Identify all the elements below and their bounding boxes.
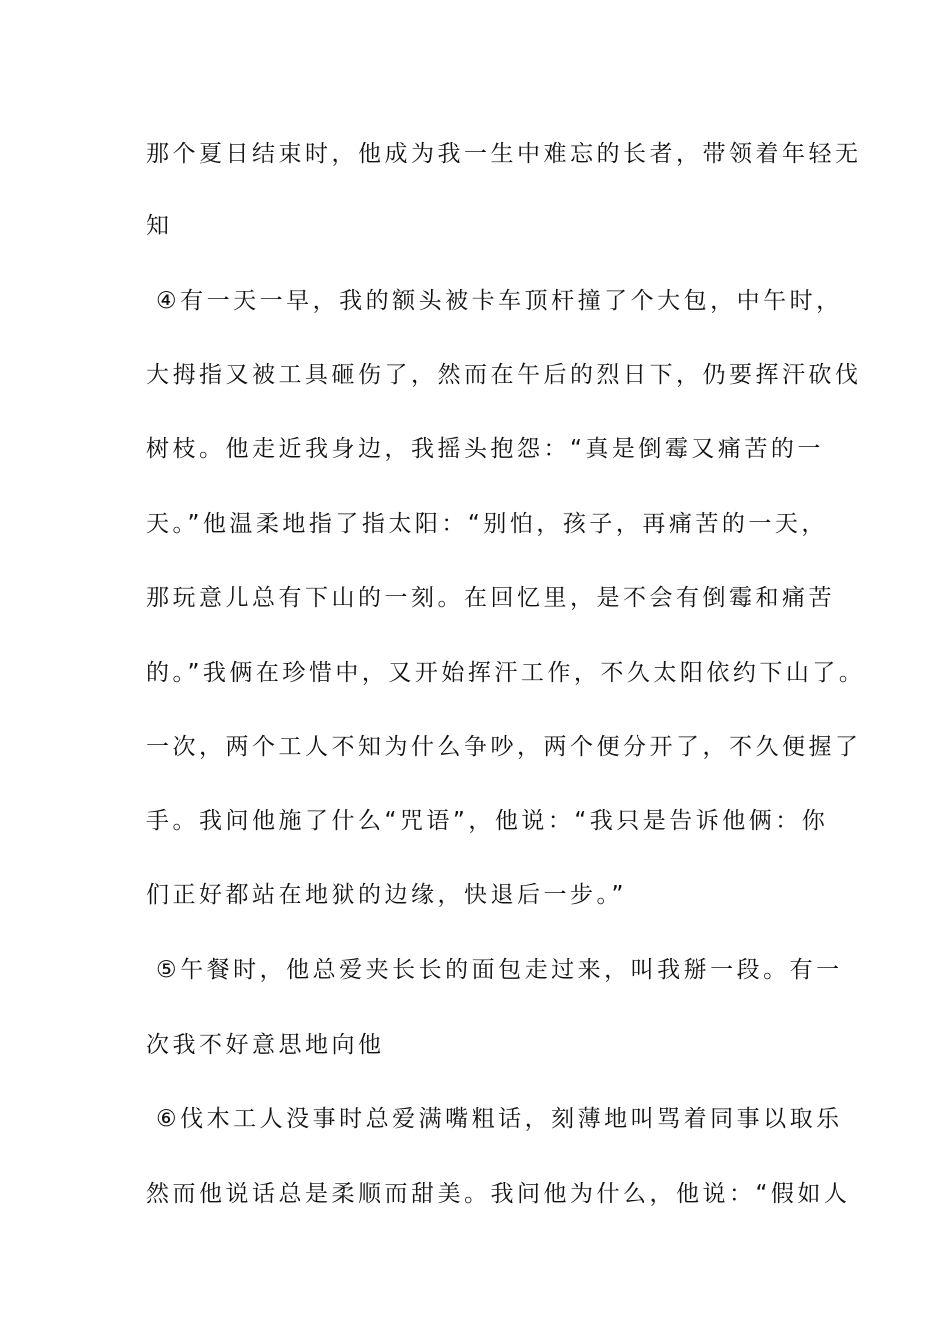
paragraph-line: 然而他说话总是柔顺而甜美。我问他为什么，他说：“假如人 [146,1181,851,1207]
paragraph-line: 们正好都站在地狱的边缘，快退后一步。” [146,882,627,908]
paragraph-line: 的。”我俩在珍惜中，又开始挥汗工作，不久太阳依约下山了。 [146,660,866,686]
paragraph-line: 那玩意儿总有下山的一刻。在回忆里，是不会有倒霉和痛苦 [146,585,835,611]
paragraph-line: 一次，两个工人不知为什么争吵，两个便分开了，不久便握了 [146,734,862,760]
paragraph-line: 次我不好意思地向他 [146,1032,385,1058]
paragraph-line: 天。”他温柔地指了指太阳：“别怕，孩子，再痛苦的一天， [146,511,828,537]
paragraph-line: 那个夏日结束时，他成为我一生中难忘的长者，带领着年轻无 [146,141,862,167]
paragraph-line: 知 [146,213,173,239]
paragraph-line: 手。我问他施了什么“咒语”，他说：“我只是告诉他俩：你 [146,808,829,834]
paragraph-line: ④有一天一早，我的额头被卡车顶杆撞了个大包，中午时， [156,288,843,314]
paragraph-line: 大拇指又被工具砸伤了，然而在午后的烈日下，仍要挥汗砍伐 [146,362,862,388]
paragraph-line: ⑥伐木工人没事时总爱满嘴粗话，刻薄地叫骂着同事以取乐 [156,1106,843,1132]
paragraph-line: ⑤午餐时，他总爱夹长长的面包走过来，叫我掰一段。有一 [156,957,843,983]
paragraph-line: 树枝。他走近我身边，我摇头抱怨：“真是倒霉又痛苦的一 [146,436,824,462]
